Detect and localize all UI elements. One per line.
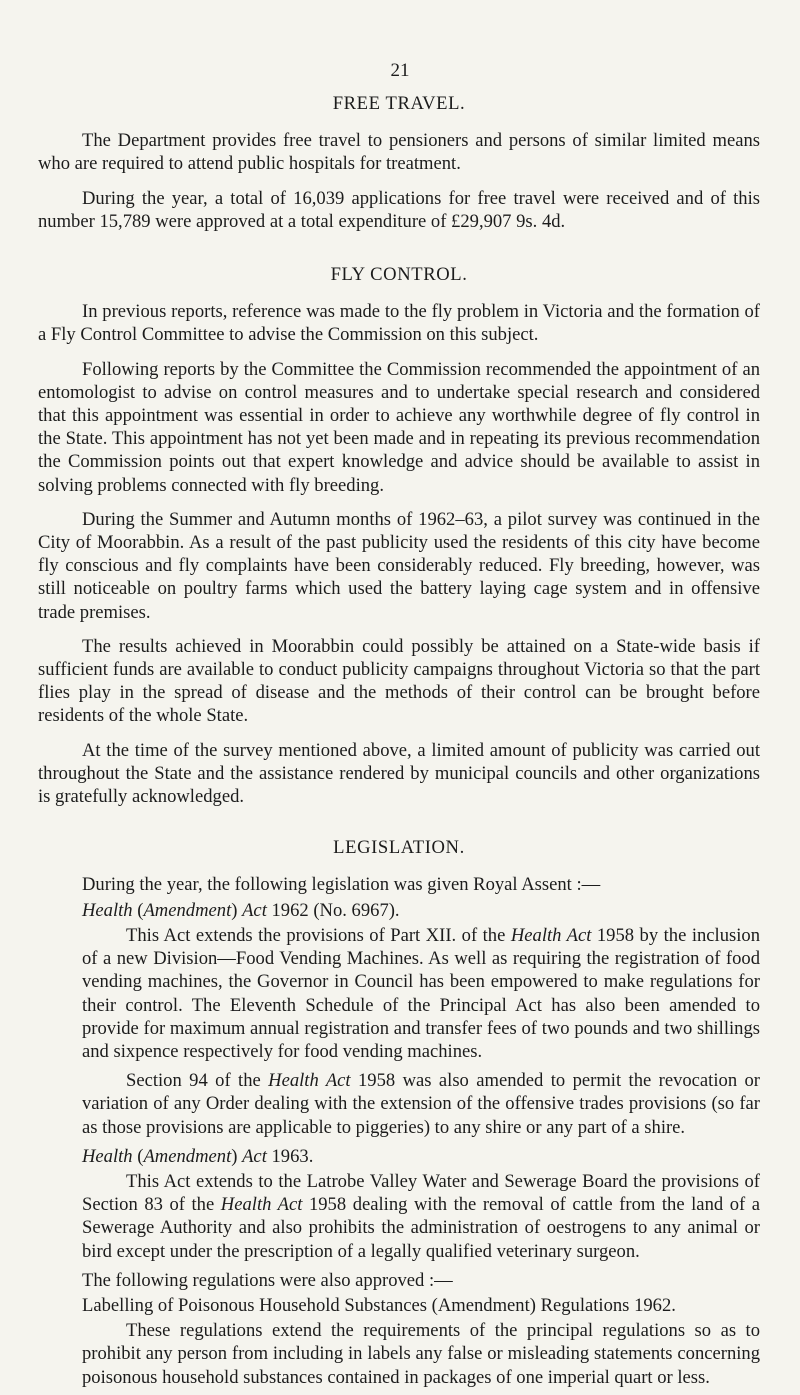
act-1963-p1-text-b: 1958 dealing with the removal of cattle from the land of a Sewerage Authority and also prohibits the administration of oestrogens to any animal or bird except under the prescription of a legally qualified veterinary surgeon. xyxy=(82,1194,761,1262)
act-1962-p1-text-b: 1958 by the inclusion of a new Division—Food Vending Machines. As well as requiring the registration of food vending machines, the Governor in Council has been empowered to make regulations for their control. The Eleventh Schedule of the Principal Act has also been amended to provide for maximum annual registration and transfer fees of two pounds and two shillings and sixpence respectively for food vending machines. xyxy=(82,924,761,1062)
fly-control-paragraph-4: The results achieved in Moorabbin could possibly be attained on a State-wide basis if sufficient funds are available to conduct publicity campaigns throughout Victoria so that the part flies play in the spread of disease and the methods of their control can be brought before residents of the whole State. xyxy=(38,635,760,727)
act-1962-p2-italic: Health Act xyxy=(268,1070,351,1092)
act-1962-title-act: Act xyxy=(242,899,267,921)
regulation-1962-title: Labelling of Poisonous Household Substances (Amendment) Regulations 1962. xyxy=(82,1294,676,1316)
act-1962-title xyxy=(82,899,760,922)
act-1963-p1-italic: Health Act xyxy=(220,1194,303,1216)
act-1962-title-health: Health xyxy=(82,899,133,921)
page-number: 21 xyxy=(390,60,410,81)
act-1962-p2-text-b: 1958 was also amended to permit the revocation or variation of any Order dealing with the extension of the offensive trades provisions (so far as those provisions are applicable to piggeries) to any shire or any part of a shire. xyxy=(82,1070,760,1138)
act-1962-paragraph-1 xyxy=(82,924,760,1063)
act-1963-title-amendment: Amendment xyxy=(143,1145,232,1167)
regulation-1962 xyxy=(38,1294,760,1389)
act-1963 xyxy=(38,1145,760,1263)
fly-control-paragraph-5: At the time of the survey mentioned above, a limited amount of publicity was carried out throughout the State and the assistance rendered by municipal councils and other organizations is gratefully acknowledged. xyxy=(38,739,760,808)
act-1963-title-rest: 1963. xyxy=(266,1145,314,1167)
regulations-intro: The following regulations were also approved :— xyxy=(82,1269,453,1291)
free-travel-paragraph-1: The Department provides free travel to pensioners and persons of similar limited means who are required to attend public hospitals for treatment. xyxy=(38,130,760,175)
act-1962-p1-italic: Health Act xyxy=(510,924,592,946)
regulation-1962-paragraph-1: These regulations extend the requirements of the principal regulations so as to prohibit any person from including in labels any false or misleading statements concerning poisonous household substances contained in packages of one imperial quart or less. xyxy=(82,1320,760,1388)
act-1963-title xyxy=(82,1145,760,1168)
act-1962-paragraph-2 xyxy=(82,1069,760,1139)
act-1963-title-paren-open: ( xyxy=(132,1145,144,1167)
section-legislation xyxy=(38,836,760,1388)
act-1963-title-health: Health xyxy=(82,1145,133,1167)
fly-control-paragraph-1: In previous reports, reference was made to the fly problem in Victoria and the formation of a Fly Control Committee to advise the Commission on this subject. xyxy=(38,301,760,346)
section-fly-control xyxy=(38,263,760,808)
act-1963-p1-text-a: This Act extends to the Latrobe Valley Water and Sewerage Board the provisions of Section 83 of the xyxy=(82,1170,760,1216)
act-1962-p1-text-a: This Act extends the provisions of Part XII. of the xyxy=(126,924,511,946)
act-1962-p2-text-a: Section 94 of the xyxy=(126,1070,269,1092)
act-1962-title-paren-open: ( xyxy=(132,899,144,921)
heading-free-travel: FREE TRAVEL. xyxy=(332,93,466,114)
act-1963-title-paren-close: ) xyxy=(231,1145,243,1167)
section-free-travel xyxy=(38,92,760,233)
act-1962-title-rest: 1962 (No. 6967). xyxy=(266,899,400,921)
act-1962-title-paren-close: ) xyxy=(231,899,243,921)
act-1963-paragraph-1 xyxy=(82,1170,760,1263)
page-content xyxy=(38,92,760,1395)
free-travel-paragraph-2: During the year, a total of 16,039 applications for free travel were received and of this number 15,789 were approved at a total expenditure of £29,907 9s. 4d. xyxy=(38,187,760,232)
heading-fly-control: FLY CONTROL. xyxy=(330,264,468,286)
legislation-intro: During the year, the following legislation was given Royal Assent :— xyxy=(82,874,601,896)
fly-control-paragraph-2: Following reports by the Committee the Commission recommended the appointment of an entomologist to advise on control measures and to undertake special research and considered that this appointment was essential in order to achieve any worthwhile degree of fly control in the State. This appointment has not yet been made and in repeating its previous recommendation the Commission points out that expert knowledge and advice should be available to assist in solving problems connected with fly breeding. xyxy=(38,358,760,496)
fly-control-paragraph-3: During the Summer and Autumn months of 1962–63, a pilot survey was continued in the City of Moorabbin. As a result of the past publicity used the residents of this city have become fly conscious and fly complaints have been considerably reduced. Fly breeding, however, was still noticeable on poultry farms which used the battery laying cage system and in offensive trade premises. xyxy=(38,508,760,623)
act-1962-title-amendment: Amendment xyxy=(143,899,232,921)
act-1962 xyxy=(38,899,760,1139)
act-1963-title-act: Act xyxy=(242,1145,267,1167)
heading-legislation: LEGISLATION. xyxy=(333,837,465,859)
